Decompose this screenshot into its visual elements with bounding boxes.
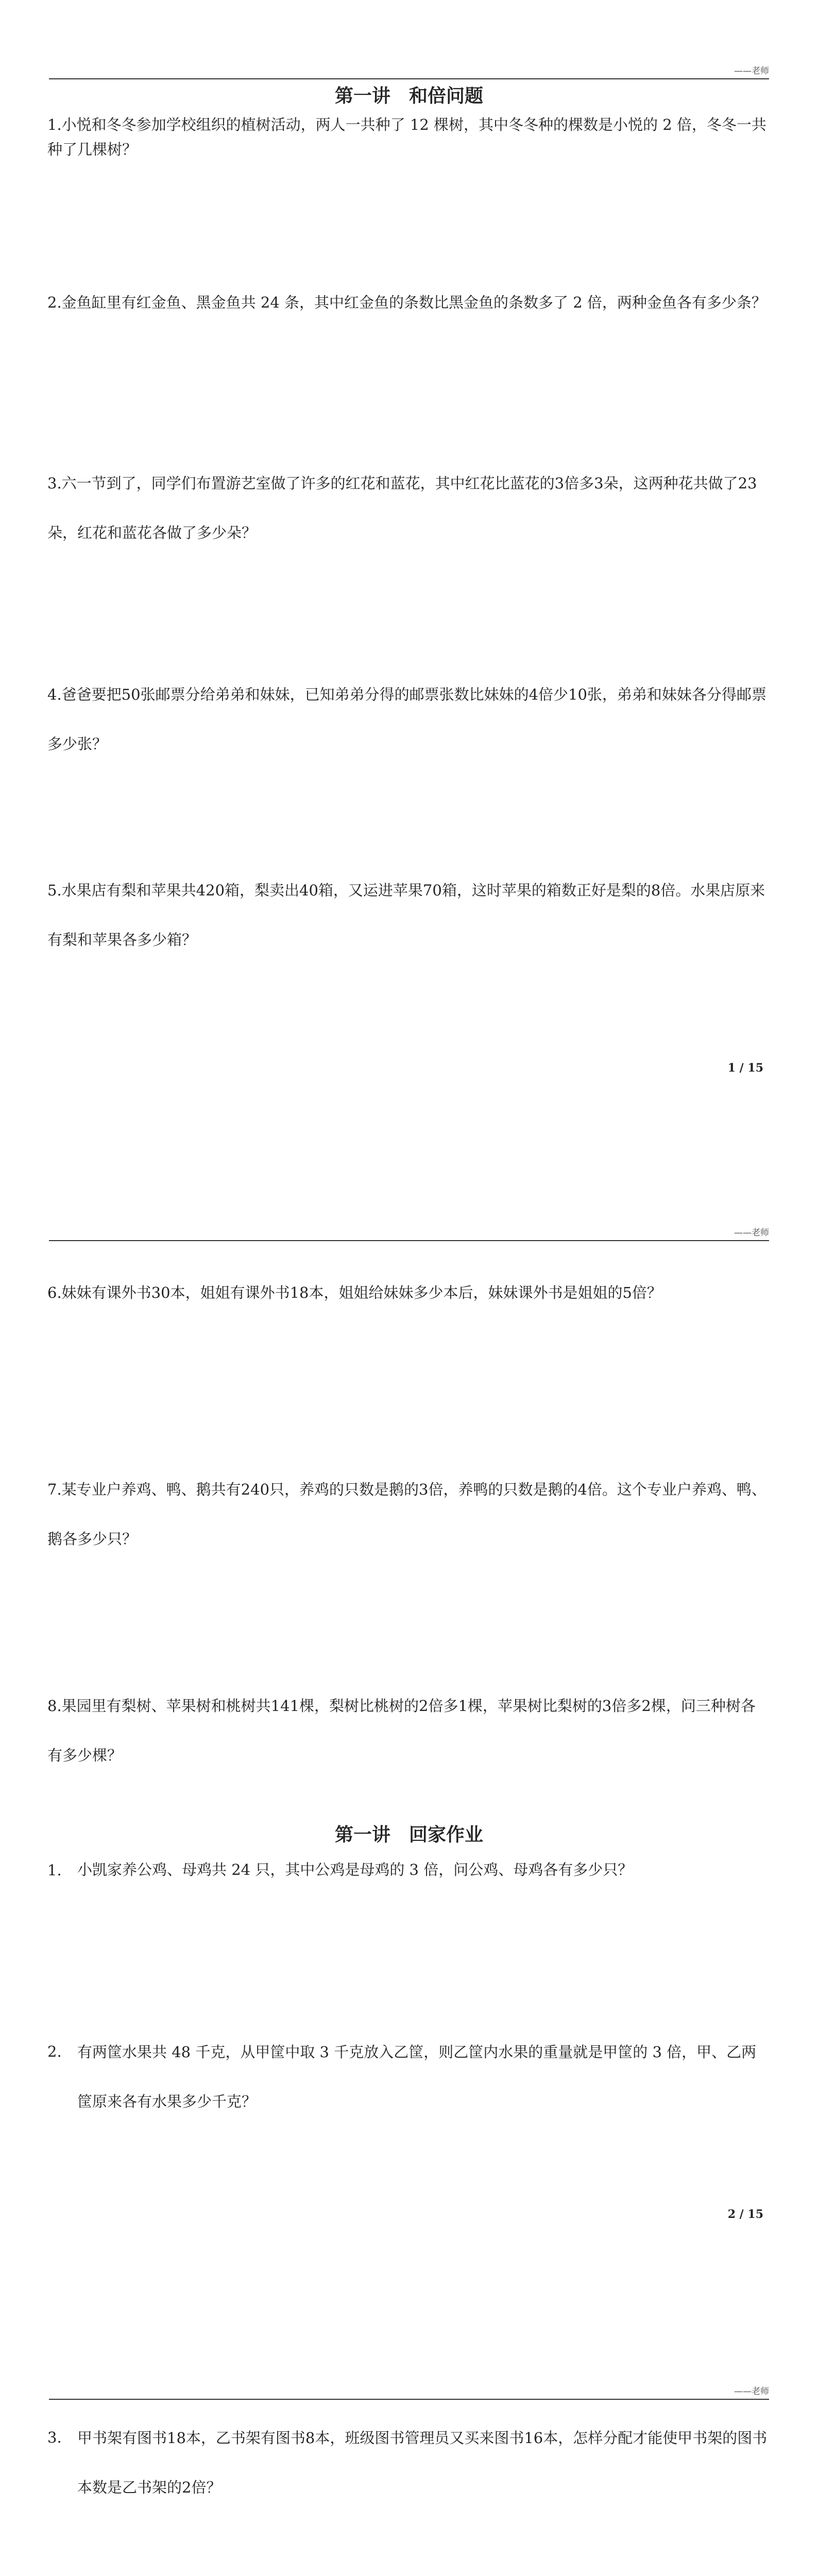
page-header xyxy=(49,2372,769,2400)
page-number: 1 / 15 xyxy=(727,1061,763,1075)
question-3: 3.六一节到了，同学们布置游艺室做了许多的红花和蓝花，其中红花比蓝花的3倍多3朵，这两种花共做了23朵，红花和蓝花各做了多少朵？ xyxy=(47,474,757,541)
homework-num-2: 2. xyxy=(47,2043,62,2060)
page-header xyxy=(49,1213,769,1241)
page-header xyxy=(49,52,769,79)
question-6: 6.妹妹有课外书30本，姐姐有课外书18本，姐姐给妹妹多少本后，妹妹课外书是姐姐的5倍？ xyxy=(47,1284,662,1301)
question-4: 4.爸爸要把50张邮票分给弟弟和妹妹，已知弟弟分得的邮票张数比妹妹的4倍少10张，弟弟和妹妹各分得邮票多少张？ xyxy=(47,686,766,753)
header-teacher: ——老师 xyxy=(734,66,769,76)
homework-item-3: 甲书架有图书18本，乙书架有图书8本，班级图书管理员又买来图书16本，怎样分配才能使甲书架的图书本数是乙书架的2倍？ xyxy=(77,2429,768,2496)
homework-title: 第一讲 回家作业 xyxy=(334,1824,483,1845)
question-2: 2.金鱼缸里有红金鱼、黑金鱼共 24 条，其中红金鱼的条数比黑金鱼的条数多了 2 倍，两种金鱼各有多少条？ xyxy=(47,294,766,311)
header-teacher: ——老师 xyxy=(734,1228,769,1238)
page-1 xyxy=(0,0,818,1157)
question-8: 8.果园里有梨树、苹果树和桃树共141棵，梨树比桃树的2倍多1棵，苹果树比梨树的3倍多2棵，问三种树各有多少棵？ xyxy=(47,1697,756,1764)
question-7: 7.某专业户养鸡、鸭、鹅共有240只，养鸡的只数是鹅的3倍，养鸭的只数是鹅的4倍。这个专业户养鸡、鸭、鹅各多少只？ xyxy=(47,1481,766,1548)
question-5: 5.水果店有梨和苹果共420箱，梨卖出40箱，又运进苹果70箱，这时苹果的箱数正好是梨的8倍。水果店原来有梨和苹果各多少箱？ xyxy=(47,882,765,948)
header-teacher: ——老师 xyxy=(734,2386,769,2397)
homework-item-2: 有两筐水果共 48 千克，从甲筐中取 3 千克放入乙筐，则乙筐内水果的重量就是甲筐的 3 倍，甲、乙两筐原来各有水果多少千克？ xyxy=(77,2043,757,2110)
homework-num-3: 3. xyxy=(47,2429,62,2446)
page-number: 2 / 15 xyxy=(727,2208,763,2221)
lesson-title: 第一讲 和倍问题 xyxy=(334,86,483,107)
homework-item-1: 小凯家养公鸡、母鸡共 24 只，其中公鸡是母鸡的 3 倍，问公鸡、母鸡各有多少只？ xyxy=(77,1861,633,1878)
homework-num-1: 1. xyxy=(47,1861,62,1879)
question-1: 1.小悦和冬冬参加学校组织的植树活动，两人一共种了 12 棵树，其中冬冬种的棵数是小悦的 2 倍，冬冬一共种了几棵树？ xyxy=(47,116,766,158)
page-3 xyxy=(0,2313,818,2576)
page-2 xyxy=(0,1157,818,2313)
